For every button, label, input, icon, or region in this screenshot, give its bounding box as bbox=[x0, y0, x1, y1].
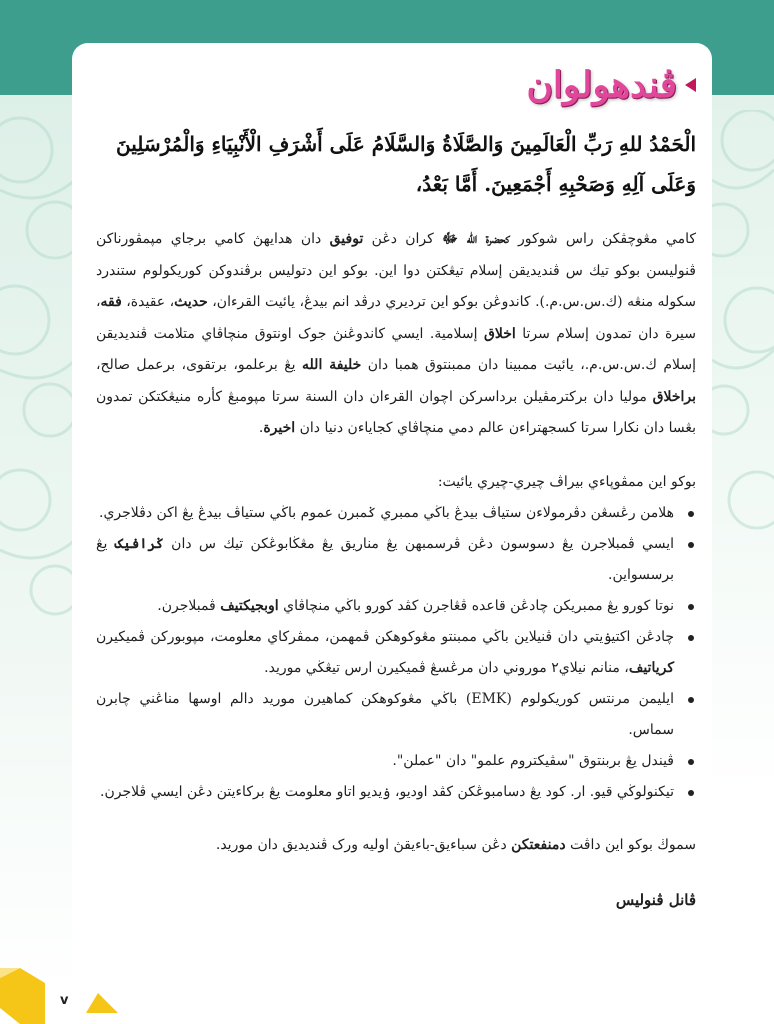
bullet-icon bbox=[688, 759, 694, 765]
author-signoff: ڤانل ڤنوليس bbox=[615, 891, 696, 909]
list-item: ڤيندل يڠ بربنتوق "سڤيكتروم علمو" دان "عملن". bbox=[96, 746, 696, 777]
list-item: تيكنولوڬي قيو. ار. كود يڠ دسامبوڠكن كڤد اوديو، ۏيديو اتاو معلومت يڠ بركاءيتن دڠن ايسي ڤلاجرن. bbox=[96, 777, 696, 808]
list-item: هلامن رڠسڠن دڤرمولاءن ستياڤ بيدڠ باڬي ممبري ݢمبرن عموم باڬي ستياڤ بيدڠ يڠ اكن دڤلاجري. bbox=[96, 498, 696, 529]
closing-paragraph: سموڬ بوكو اين داڤت دمنفعتكن دڠن سباءيق-باءيقڽ اوليه ورک ڤنديديق دان موريد. bbox=[215, 837, 696, 853]
bullet-icon bbox=[688, 790, 694, 796]
intro-paragraph: كامي مڠوچڤكن راس شوكور كحضرة الله ﷻ كران دڠن توفيق دان هدايهڽ كامي برجاي مپمڤورناكن ڤنوليسن بوكو تيك س ڤنديديقن إسلام تيڠكتن دوا اين. بوكو اين دتوليس برڤندوكن كوريكولوم ستندرد سكوله منڠه (ك.س.س.م.). كاندوڠن بوكو اين ترديري درڤد انم بيدڠ، يائيت القرءان، حديث، عقيدة، فقه، سيرة دان تمدون إسلام سرتا اخلاق إسلامية. ايسي كاندوڠنڽ جوک اونتوق منچاڤاي متلامت ڤنديديقن إسلام ك.س.س.م.، يائيت ممبينا دان ممبنتوق همبا دان خليفة الله يڠ برعلمو، برتقوى، برعمل صالح، براخلاق موليا دان بركترمڤيلن برداسركن اچوان القرءان دان السنة سرتا مپومبڠ كأره منيڠكتكن تمدون بڠسا دان نكارا سرتا كسجهتراءن عالم دمي منچاڤاي كجاياءن دنيا دان اخيرة. bbox=[96, 231, 697, 436]
bullet-icon bbox=[688, 697, 694, 703]
bullet-icon bbox=[688, 511, 694, 517]
opening-dua: الْحَمْدُ للهِ رَبِّ الْعَالَمِينَ وَالصَّلَاةُ وَالسَّلَامُ عَلَى أَشْرَفِ الْأَنْبِيَاءِ وَالْمُرْسَلِينَ وَعَلَى آلِهِ وَصَحْبِهِ أَجْمَعِينَ. أَمَّا بَعْدُ، bbox=[116, 132, 696, 196]
list-item: ايسي ڤمبلاجرن يڠ دسوسون دڠن ڤرسمبهن يڠ مناريق يڠ مڠڬابوڠكن تيك س دان ݢرافيک يڠ برسسواين. bbox=[96, 529, 696, 591]
corner-triangle-icon bbox=[86, 993, 118, 1013]
right-arabesque-pattern bbox=[712, 110, 774, 630]
features-list bbox=[96, 498, 696, 808]
corner-accent-icon bbox=[0, 968, 45, 1024]
features-intro: بوكو اين ممڤوڽاءي بيراڤ چيري-چيري يائيت: bbox=[437, 473, 696, 490]
list-item: چادڠن اكتيۏيتي دان ڤنيلاين باڬي ممبنتو مڠوكوهكن ڤمهمن، ممڤركاي معلومت، مپوبوركن ڤميكيرن كرياتيف، منانم نيلاي٢ موروني دان مرڠسڠ ڤميكيرن ارس تيڠڬي موريد. bbox=[96, 622, 696, 684]
list-item: ايليمن مرنتس كوريكولوم (EMK) باڬي مڠوكوهكن كماهيرن موريد دالم اوسها مناڠني چابرن سماس. bbox=[96, 684, 696, 746]
title-row bbox=[96, 60, 696, 110]
page-title: ڤندهولوان bbox=[526, 64, 677, 106]
title-triangle-icon bbox=[685, 78, 696, 92]
bullet-icon bbox=[688, 542, 694, 548]
list-item: نوتا كورو يڠ ممبريكن چادڠن قاعده ڤڠاجرن كڤد كورو باڬي منچاڤاي اوبجيكتيف ڤمبلاجرن. bbox=[96, 591, 696, 622]
page-number: v bbox=[60, 993, 69, 1008]
bullet-icon bbox=[688, 635, 694, 641]
bullet-icon bbox=[688, 604, 694, 610]
left-arabesque-pattern bbox=[0, 110, 75, 670]
preface-content bbox=[96, 60, 696, 909]
